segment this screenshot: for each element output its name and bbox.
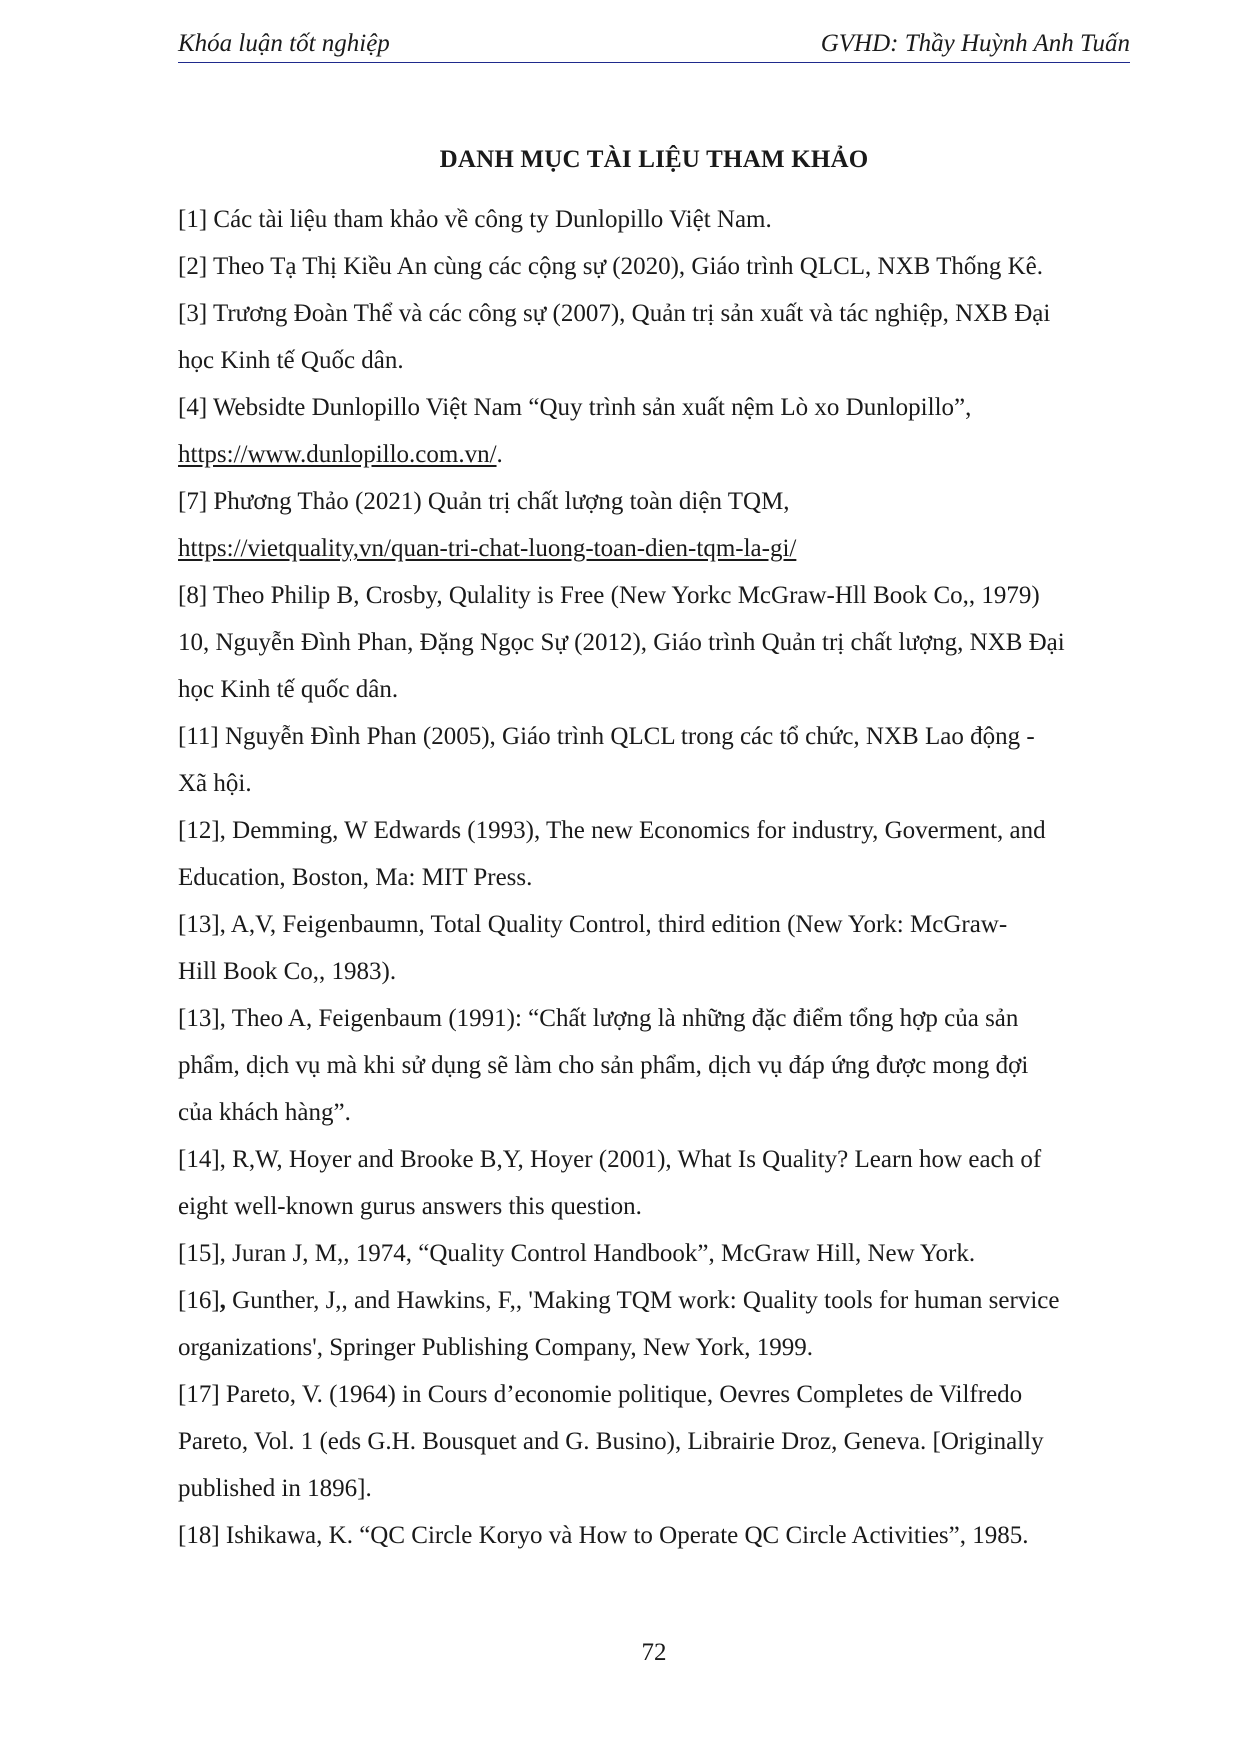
reference-13b-line-1: [13], Theo A, Feigenbaum (1991): “Chất lượng là những đặc điểm tổng hợp của sản xyxy=(178,1005,1019,1032)
reference-11-line-2: Xã hội. xyxy=(178,770,252,797)
reference-13b-line-2: phẩm, dịch vụ mà khi sử dụng sẽ làm cho sản phẩm, dịch vụ đáp ứng được mong đợi xyxy=(178,1052,1029,1079)
reference-16 xyxy=(178,1277,1132,1371)
reference-3-line-2: học Kinh tế Quốc dân. xyxy=(178,347,404,374)
reference-12 xyxy=(178,807,1132,901)
reference-list xyxy=(178,196,1132,1559)
reference-17-line-3: published in 1896]. xyxy=(178,1475,372,1502)
reference-16-line-2: organizations', Springer Publishing Company, New York, 1999. xyxy=(178,1334,814,1361)
reference-17-line-2: Pareto, Vol. 1 (eds G.H. Bousquet and G. Busino), Librairie Droz, Geneva. [Originally xyxy=(178,1428,1044,1455)
reference-8-line-1: [8] Theo Philip B, Crosby, Qulality is Free (New Yorkc McGraw-Hll Book Co,, 1979) xyxy=(178,582,1040,609)
reference-16-line-1: [16], Gunther, J,, and Hawkins, F,, 'Making TQM work: Quality tools for human service xyxy=(178,1287,1060,1314)
reference-14-line-1: [14], R,W, Hoyer and Brooke B,Y, Hoyer (2001), What Is Quality? Learn how each of xyxy=(178,1146,1042,1173)
reference-13a-line-2: Hill Book Co,, 1983). xyxy=(178,958,397,985)
reference-17 xyxy=(178,1371,1132,1512)
reference-11-line-1: [11] Nguyễn Đình Phan (2005), Giáo trình QLCL trong các tổ chức, NXB Lao động - xyxy=(178,723,1035,750)
reference-15: [15], Juran J, M,, 1974, “Quality Control Handbook”, McGraw Hill, New York. xyxy=(178,1240,976,1267)
reference-11 xyxy=(178,713,1132,807)
reference-7-line-2 xyxy=(178,525,1132,572)
reference-12-line-2: Education, Boston, Ma: MIT Press. xyxy=(178,864,533,891)
page-header xyxy=(178,28,1130,63)
reference-4-line-1: [4] Websidte Dunlopillo Việt Nam “Quy trình sản xuất nệm Lò xo Dunlopillo”, xyxy=(178,394,972,421)
header-thesis-label: Khóa luận tốt nghiệp xyxy=(178,30,390,57)
reference-13b-line-3: của khách hàng”. xyxy=(178,1099,351,1126)
reference-8 xyxy=(178,572,1132,713)
page-title: DANH MỤC TÀI LIỆU THAM KHẢO xyxy=(439,146,869,173)
reference-4 xyxy=(178,384,1132,478)
reference-13b xyxy=(178,995,1132,1136)
reference-8-line-2: 10, Nguyễn Đình Phan, Đặng Ngọc Sự (2012), Giáo trình Quản trị chất lượng, NXB Đại xyxy=(178,629,1065,656)
vietquality-link[interactable]: https://vietquality,vn/quan-tri-chat-luong-toan-dien-tqm-la-gi/ xyxy=(178,535,797,562)
reference-13a-line-1: [13], A,V, Feigenbaumn, Total Quality Control, third edition (New York: McGraw- xyxy=(178,911,1008,938)
reference-7-line-1: [7] Phương Thảo (2021) Quản trị chất lượng toàn diện TQM, xyxy=(178,488,790,515)
reference-17-line-1: [17] Pareto, V. (1964) in Cours d’economie politique, Oevres Completes de Vilfredo xyxy=(178,1381,1023,1408)
header-supervisor: GVHD: Thầy Huỳnh Anh Tuấn xyxy=(820,30,1130,57)
page-number: 72 xyxy=(641,1639,667,1666)
reference-8-line-3: học Kinh tế quốc dân. xyxy=(178,676,399,703)
reference-13a xyxy=(178,901,1132,995)
reference-2: [2] Theo Tạ Thị Kiều An cùng các cộng sự (2020), Giáo trình QLCL, NXB Thống Kê. xyxy=(178,253,1044,280)
reference-18: [18] Ishikawa, K. “QC Circle Koryo và How to Operate QC Circle Activities”, 1985. xyxy=(178,1522,1029,1549)
reference-14 xyxy=(178,1136,1132,1230)
reference-4-line-2: https://www.dunlopillo.com.vn/. xyxy=(178,441,503,468)
dunlopillo-website-link[interactable]: https://www.dunlopillo.com.vn/ xyxy=(178,441,497,468)
reference-12-line-1: [12], Demming, W Edwards (1993), The new Economics for industry, Goverment, and xyxy=(178,817,1046,844)
reference-3-line-1: [3] Trương Đoàn Thể và các công sự (2007), Quản trị sản xuất và tác nghiệp, NXB Đại xyxy=(178,300,1051,327)
reference-1: [1] Các tài liệu tham khảo về công ty Dunlopillo Việt Nam. xyxy=(178,206,772,233)
reference-3 xyxy=(178,290,1132,384)
reference-7 xyxy=(178,478,1132,572)
reference-14-line-2: eight well-known gurus answers this question. xyxy=(178,1193,642,1220)
